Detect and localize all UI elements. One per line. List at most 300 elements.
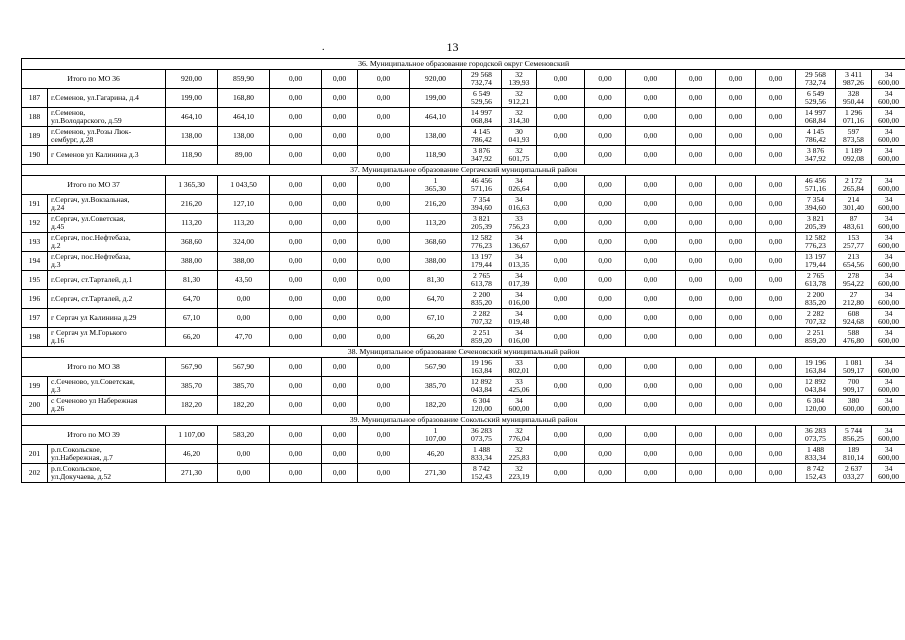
- owner-funds-cell: 8 742 152,43: [796, 464, 836, 483]
- fund-cell-3: 0,00: [626, 358, 676, 377]
- area-cell-5: 0,00: [358, 464, 410, 483]
- fund-cell-2: 0,00: [585, 377, 626, 396]
- address-cell: г Семенов ул Калинина д.3: [48, 146, 166, 165]
- address-cell: р.п.Сокольское, ул.Докучаева, д.52: [48, 464, 166, 483]
- area-cell-1: 199,00: [166, 89, 218, 108]
- unit-cost-cell: 32 139,93: [502, 70, 537, 89]
- area-cell-5: 0,00: [358, 290, 410, 309]
- limit-cost-cell: 34 600,00: [872, 89, 905, 108]
- owner-funds-cell: 12 582 776,23: [796, 233, 836, 252]
- fund-cell-3: 0,00: [626, 290, 676, 309]
- owner-funds-cell: 19 196 163,84: [796, 358, 836, 377]
- area-cell-6: 182,20: [410, 396, 462, 415]
- fund-cell-4: 0,00: [676, 426, 716, 445]
- fund-cell-5: 0,00: [716, 108, 756, 127]
- table-row: [22, 252, 905, 271]
- fund-cell-3: 0,00: [626, 89, 676, 108]
- area-cell-1: 46,20: [166, 445, 218, 464]
- cost-total-cell: 29 568 732,74: [462, 70, 502, 89]
- fund-cell-4: 0,00: [676, 358, 716, 377]
- unit-cost-cell: 34 016,63: [502, 195, 537, 214]
- other-funds-cell: 189 810,14: [836, 445, 872, 464]
- section-total-row: [22, 70, 905, 89]
- address-cell: г.Сергач, ул.Вокзальная, д.24: [48, 195, 166, 214]
- area-cell-4: 0,00: [322, 309, 358, 328]
- fund-cell-5: 0,00: [716, 377, 756, 396]
- fund-cell-4: 0,00: [676, 328, 716, 347]
- fund-cell-2: 0,00: [585, 271, 626, 290]
- table-row: [22, 309, 905, 328]
- fund-cell-3: 0,00: [626, 214, 676, 233]
- fund-cell-1: 0,00: [537, 396, 585, 415]
- table-row: [22, 108, 905, 127]
- address-cell: г.Сергач, ул.Советская, д.45: [48, 214, 166, 233]
- address-cell: г.Семенов, ул.Розы Люк- сембург, д.28: [48, 127, 166, 146]
- address-cell: г.Семенов, ул.Гагарина, д.4: [48, 89, 166, 108]
- area-cell-1: 368,60: [166, 233, 218, 252]
- fund-cell-1: 0,00: [537, 127, 585, 146]
- area-cell-4: 0,00: [322, 70, 358, 89]
- area-cell-3: 0,00: [270, 214, 322, 233]
- area-cell-5: 0,00: [358, 358, 410, 377]
- address-cell: г.Сергач, ст.Тарталей, д.1: [48, 271, 166, 290]
- fund-cell-6: 0,00: [756, 290, 796, 309]
- other-funds-cell: 3 411 987,26: [836, 70, 872, 89]
- area-cell-5: 0,00: [358, 176, 410, 195]
- area-cell-5: 0,00: [358, 108, 410, 127]
- unit-cost-cell: 32 912,21: [502, 89, 537, 108]
- area-cell-4: 0,00: [322, 252, 358, 271]
- area-cell-6: 66,20: [410, 328, 462, 347]
- address-cell: г.Сергач, ст.Тарталей, д.2: [48, 290, 166, 309]
- cost-total-cell: 46 456 571,16: [462, 176, 502, 195]
- area-cell-3: 0,00: [270, 176, 322, 195]
- section-title: 36. Муниципальное образование городской округ Семеновский: [22, 59, 905, 70]
- fund-cell-4: 0,00: [676, 464, 716, 483]
- area-cell-3: 0,00: [270, 445, 322, 464]
- area-cell-4: 0,00: [322, 195, 358, 214]
- area-cell-5: 0,00: [358, 195, 410, 214]
- owner-funds-cell: 4 145 786,42: [796, 127, 836, 146]
- fund-cell-2: 0,00: [585, 176, 626, 195]
- area-cell-3: 0,00: [270, 464, 322, 483]
- fund-cell-3: 0,00: [626, 176, 676, 195]
- row-number: 195: [22, 271, 48, 290]
- fund-cell-5: 0,00: [716, 89, 756, 108]
- area-cell-4: 0,00: [322, 377, 358, 396]
- fund-cell-5: 0,00: [716, 358, 756, 377]
- area-cell-3: 0,00: [270, 89, 322, 108]
- total-label: Итого по МО 37: [22, 176, 166, 195]
- owner-funds-cell: 36 283 073,75: [796, 426, 836, 445]
- owner-funds-cell: 6 549 529,56: [796, 89, 836, 108]
- fund-cell-4: 0,00: [676, 377, 716, 396]
- fund-cell-6: 0,00: [756, 426, 796, 445]
- area-cell-2: 567,90: [218, 358, 270, 377]
- section-total-row: [22, 426, 905, 445]
- area-cell-6: 216,20: [410, 195, 462, 214]
- area-cell-1: 1 107,00: [166, 426, 218, 445]
- page-dot-mark: .: [322, 42, 325, 53]
- owner-funds-cell: 1 488 833,34: [796, 445, 836, 464]
- fund-cell-2: 0,00: [585, 290, 626, 309]
- other-funds-cell: 278 954,22: [836, 271, 872, 290]
- area-cell-5: 0,00: [358, 271, 410, 290]
- fund-cell-5: 0,00: [716, 396, 756, 415]
- area-cell-6: 920,00: [410, 70, 462, 89]
- other-funds-cell: 597 873,58: [836, 127, 872, 146]
- area-cell-3: 0,00: [270, 233, 322, 252]
- area-cell-3: 0,00: [270, 195, 322, 214]
- row-number: 199: [22, 377, 48, 396]
- fund-cell-3: 0,00: [626, 233, 676, 252]
- owner-funds-cell: 46 456 571,16: [796, 176, 836, 195]
- fund-cell-5: 0,00: [716, 176, 756, 195]
- area-cell-2: 464,10: [218, 108, 270, 127]
- fund-cell-1: 0,00: [537, 271, 585, 290]
- area-cell-2: 43,50: [218, 271, 270, 290]
- limit-cost-cell: 34 600,00: [872, 70, 905, 89]
- other-funds-cell: 5 744 856,25: [836, 426, 872, 445]
- other-funds-cell: 27 212,80: [836, 290, 872, 309]
- cost-total-cell: 6 304 120,00: [462, 396, 502, 415]
- fund-cell-4: 0,00: [676, 271, 716, 290]
- area-cell-5: 0,00: [358, 146, 410, 165]
- total-label: Итого по МО 39: [22, 426, 166, 445]
- other-funds-cell: 2 172 265,84: [836, 176, 872, 195]
- fund-cell-6: 0,00: [756, 271, 796, 290]
- fund-cell-1: 0,00: [537, 464, 585, 483]
- other-funds-cell: 87 483,61: [836, 214, 872, 233]
- row-number: 192: [22, 214, 48, 233]
- area-cell-4: 0,00: [322, 290, 358, 309]
- area-cell-2: 47,70: [218, 328, 270, 347]
- table-row: [22, 233, 905, 252]
- fund-cell-4: 0,00: [676, 290, 716, 309]
- area-cell-1: 920,00: [166, 70, 218, 89]
- fund-cell-6: 0,00: [756, 396, 796, 415]
- fund-cell-1: 0,00: [537, 290, 585, 309]
- address-cell: г Сергач ул М.Горького д.16: [48, 328, 166, 347]
- row-number: 202: [22, 464, 48, 483]
- unit-cost-cell: 32 314,30: [502, 108, 537, 127]
- fund-cell-3: 0,00: [626, 377, 676, 396]
- unit-cost-cell: 32 223,19: [502, 464, 537, 483]
- area-cell-2: 388,00: [218, 252, 270, 271]
- fund-cell-5: 0,00: [716, 214, 756, 233]
- fund-cell-2: 0,00: [585, 127, 626, 146]
- limit-cost-cell: 34 600,00: [872, 214, 905, 233]
- fund-cell-4: 0,00: [676, 396, 716, 415]
- owner-funds-cell: 14 997 068,84: [796, 108, 836, 127]
- fund-cell-3: 0,00: [626, 328, 676, 347]
- table-row: [22, 214, 905, 233]
- area-cell-2: 182,20: [218, 396, 270, 415]
- section-header-row: [22, 347, 905, 358]
- table-row: [22, 271, 905, 290]
- area-cell-2: 0,00: [218, 445, 270, 464]
- section-header-row: [22, 165, 905, 176]
- fund-cell-4: 0,00: [676, 70, 716, 89]
- row-number: 190: [22, 146, 48, 165]
- area-cell-6: 81,30: [410, 271, 462, 290]
- area-cell-4: 0,00: [322, 108, 358, 127]
- section-total-row: [22, 176, 905, 195]
- total-label: Итого по МО 36: [22, 70, 166, 89]
- area-cell-2: 859,90: [218, 70, 270, 89]
- section-header-row: [22, 415, 905, 426]
- other-funds-cell: 1 081 509,17: [836, 358, 872, 377]
- fund-cell-2: 0,00: [585, 108, 626, 127]
- fund-cell-4: 0,00: [676, 108, 716, 127]
- limit-cost-cell: 34 600,00: [872, 445, 905, 464]
- limit-cost-cell: 34 600,00: [872, 233, 905, 252]
- fund-cell-6: 0,00: [756, 328, 796, 347]
- row-number: 189: [22, 127, 48, 146]
- fund-cell-5: 0,00: [716, 426, 756, 445]
- cost-total-cell: 13 197 179,44: [462, 252, 502, 271]
- area-cell-4: 0,00: [322, 146, 358, 165]
- address-cell: с Сеченово ул Набережная д.26: [48, 396, 166, 415]
- section-title: 37. Муниципальное образование Сергачский муниципальный район: [22, 165, 905, 176]
- area-cell-1: 385,70: [166, 377, 218, 396]
- area-cell-3: 0,00: [270, 328, 322, 347]
- object-list-table: [21, 58, 905, 483]
- fund-cell-1: 0,00: [537, 89, 585, 108]
- fund-cell-3: 0,00: [626, 396, 676, 415]
- area-cell-1: 464,10: [166, 108, 218, 127]
- area-cell-5: 0,00: [358, 309, 410, 328]
- fund-cell-4: 0,00: [676, 445, 716, 464]
- fund-cell-1: 0,00: [537, 146, 585, 165]
- area-cell-3: 0,00: [270, 252, 322, 271]
- row-number: 188: [22, 108, 48, 127]
- fund-cell-4: 0,00: [676, 89, 716, 108]
- limit-cost-cell: 34 600,00: [872, 328, 905, 347]
- limit-cost-cell: 34 600,00: [872, 377, 905, 396]
- fund-cell-6: 0,00: [756, 214, 796, 233]
- cost-total-cell: 2 765 613,78: [462, 271, 502, 290]
- area-cell-3: 0,00: [270, 396, 322, 415]
- cost-total-cell: 3 876 347,92: [462, 146, 502, 165]
- fund-cell-1: 0,00: [537, 377, 585, 396]
- section-header-row: [22, 59, 905, 70]
- fund-cell-1: 0,00: [537, 70, 585, 89]
- owner-funds-cell: 2 282 707,32: [796, 309, 836, 328]
- fund-cell-6: 0,00: [756, 358, 796, 377]
- area-cell-4: 0,00: [322, 214, 358, 233]
- area-cell-1: 216,20: [166, 195, 218, 214]
- fund-cell-5: 0,00: [716, 70, 756, 89]
- fund-cell-2: 0,00: [585, 426, 626, 445]
- limit-cost-cell: 34 600,00: [872, 426, 905, 445]
- area-cell-6: 64,70: [410, 290, 462, 309]
- fund-cell-4: 0,00: [676, 214, 716, 233]
- fund-cell-2: 0,00: [585, 358, 626, 377]
- area-cell-6: 138,00: [410, 127, 462, 146]
- row-number: 198: [22, 328, 48, 347]
- area-cell-6: 464,10: [410, 108, 462, 127]
- cost-total-cell: 2 200 835,20: [462, 290, 502, 309]
- area-cell-5: 0,00: [358, 377, 410, 396]
- owner-funds-cell: 7 354 394,60: [796, 195, 836, 214]
- other-funds-cell: 588 476,80: [836, 328, 872, 347]
- fund-cell-2: 0,00: [585, 328, 626, 347]
- fund-cell-3: 0,00: [626, 271, 676, 290]
- area-cell-1: 1 365,30: [166, 176, 218, 195]
- fund-cell-2: 0,00: [585, 445, 626, 464]
- area-cell-6: 67,10: [410, 309, 462, 328]
- cost-total-cell: 3 821 205,39: [462, 214, 502, 233]
- limit-cost-cell: 34 600,00: [872, 309, 905, 328]
- fund-cell-4: 0,00: [676, 233, 716, 252]
- unit-cost-cell: 33 756,23: [502, 214, 537, 233]
- fund-cell-6: 0,00: [756, 377, 796, 396]
- other-funds-cell: 380 600,00: [836, 396, 872, 415]
- limit-cost-cell: 34 600,00: [872, 396, 905, 415]
- area-cell-3: 0,00: [270, 127, 322, 146]
- area-cell-6: 118,90: [410, 146, 462, 165]
- fund-cell-4: 0,00: [676, 127, 716, 146]
- fund-cell-2: 0,00: [585, 89, 626, 108]
- area-cell-3: 0,00: [270, 309, 322, 328]
- area-cell-4: 0,00: [322, 176, 358, 195]
- unit-cost-cell: 33 425,06: [502, 377, 537, 396]
- area-cell-1: 138,00: [166, 127, 218, 146]
- fund-cell-1: 0,00: [537, 108, 585, 127]
- area-cell-5: 0,00: [358, 445, 410, 464]
- area-cell-6: 271,30: [410, 464, 462, 483]
- page-number: 13: [446, 40, 459, 54]
- area-cell-5: 0,00: [358, 89, 410, 108]
- unit-cost-cell: 34 136,67: [502, 233, 537, 252]
- table-row: [22, 89, 905, 108]
- table-body: [22, 59, 905, 483]
- area-cell-6: 113,20: [410, 214, 462, 233]
- total-label: Итого по МО 38: [22, 358, 166, 377]
- area-cell-4: 0,00: [322, 426, 358, 445]
- area-cell-2: 385,70: [218, 377, 270, 396]
- area-cell-1: 567,90: [166, 358, 218, 377]
- fund-cell-6: 0,00: [756, 127, 796, 146]
- area-cell-2: 89,00: [218, 146, 270, 165]
- fund-cell-3: 0,00: [626, 426, 676, 445]
- fund-cell-5: 0,00: [716, 252, 756, 271]
- unit-cost-cell: 34 600,00: [502, 396, 537, 415]
- area-cell-2: 583,20: [218, 426, 270, 445]
- area-cell-6: 46,20: [410, 445, 462, 464]
- area-cell-6: 368,60: [410, 233, 462, 252]
- area-cell-2: 113,20: [218, 214, 270, 233]
- area-cell-3: 0,00: [270, 290, 322, 309]
- row-number: 194: [22, 252, 48, 271]
- area-cell-5: 0,00: [358, 70, 410, 89]
- fund-cell-4: 0,00: [676, 309, 716, 328]
- limit-cost-cell: 34 600,00: [872, 108, 905, 127]
- fund-cell-5: 0,00: [716, 328, 756, 347]
- fund-cell-1: 0,00: [537, 252, 585, 271]
- area-cell-4: 0,00: [322, 396, 358, 415]
- row-number: 200: [22, 396, 48, 415]
- other-funds-cell: 214 301,40: [836, 195, 872, 214]
- address-cell: г.Семенов, ул.Володарского, д.59: [48, 108, 166, 127]
- unit-cost-cell: 34 019,48: [502, 309, 537, 328]
- area-cell-2: 324,00: [218, 233, 270, 252]
- other-funds-cell: 2 637 033,27: [836, 464, 872, 483]
- owner-funds-cell: 3 876 347,92: [796, 146, 836, 165]
- fund-cell-3: 0,00: [626, 445, 676, 464]
- area-cell-1: 113,20: [166, 214, 218, 233]
- address-cell: г Сергач ул Калинина д.29: [48, 309, 166, 328]
- fund-cell-2: 0,00: [585, 233, 626, 252]
- cost-total-cell: 19 196 163,84: [462, 358, 502, 377]
- area-cell-2: 0,00: [218, 309, 270, 328]
- fund-cell-2: 0,00: [585, 252, 626, 271]
- fund-cell-2: 0,00: [585, 396, 626, 415]
- fund-cell-6: 0,00: [756, 176, 796, 195]
- area-cell-6: 1 107,00: [410, 426, 462, 445]
- area-cell-4: 0,00: [322, 464, 358, 483]
- section-title: 39. Муниципальное образование Сокольский муниципальный район: [22, 415, 905, 426]
- fund-cell-5: 0,00: [716, 127, 756, 146]
- table-row: [22, 328, 905, 347]
- area-cell-2: 168,80: [218, 89, 270, 108]
- other-funds-cell: 153 257,77: [836, 233, 872, 252]
- limit-cost-cell: 34 600,00: [872, 146, 905, 165]
- fund-cell-1: 0,00: [537, 445, 585, 464]
- fund-cell-2: 0,00: [585, 214, 626, 233]
- cost-total-cell: 7 354 394,60: [462, 195, 502, 214]
- fund-cell-6: 0,00: [756, 252, 796, 271]
- fund-cell-2: 0,00: [585, 70, 626, 89]
- fund-cell-6: 0,00: [756, 108, 796, 127]
- other-funds-cell: 1 189 092,08: [836, 146, 872, 165]
- table-row: [22, 290, 905, 309]
- limit-cost-cell: 34 600,00: [872, 195, 905, 214]
- unit-cost-cell: 34 016,00: [502, 290, 537, 309]
- fund-cell-5: 0,00: [716, 290, 756, 309]
- area-cell-4: 0,00: [322, 271, 358, 290]
- fund-cell-6: 0,00: [756, 70, 796, 89]
- limit-cost-cell: 34 600,00: [872, 127, 905, 146]
- owner-funds-cell: 2 251 859,20: [796, 328, 836, 347]
- area-cell-1: 81,30: [166, 271, 218, 290]
- area-cell-3: 0,00: [270, 377, 322, 396]
- cost-total-cell: 2 282 707,32: [462, 309, 502, 328]
- fund-cell-4: 0,00: [676, 252, 716, 271]
- cost-total-cell: 12 582 776,23: [462, 233, 502, 252]
- fund-cell-3: 0,00: [626, 146, 676, 165]
- fund-cell-4: 0,00: [676, 146, 716, 165]
- fund-cell-6: 0,00: [756, 445, 796, 464]
- fund-cell-3: 0,00: [626, 252, 676, 271]
- area-cell-5: 0,00: [358, 214, 410, 233]
- fund-cell-4: 0,00: [676, 195, 716, 214]
- area-cell-3: 0,00: [270, 358, 322, 377]
- owner-funds-cell: 6 304 120,00: [796, 396, 836, 415]
- area-cell-6: 385,70: [410, 377, 462, 396]
- owner-funds-cell: 12 892 043,84: [796, 377, 836, 396]
- table-row: [22, 396, 905, 415]
- area-cell-5: 0,00: [358, 252, 410, 271]
- limit-cost-cell: 34 600,00: [872, 358, 905, 377]
- area-cell-4: 0,00: [322, 127, 358, 146]
- fund-cell-3: 0,00: [626, 195, 676, 214]
- area-cell-3: 0,00: [270, 108, 322, 127]
- fund-cell-2: 0,00: [585, 464, 626, 483]
- area-cell-3: 0,00: [270, 271, 322, 290]
- area-cell-4: 0,00: [322, 445, 358, 464]
